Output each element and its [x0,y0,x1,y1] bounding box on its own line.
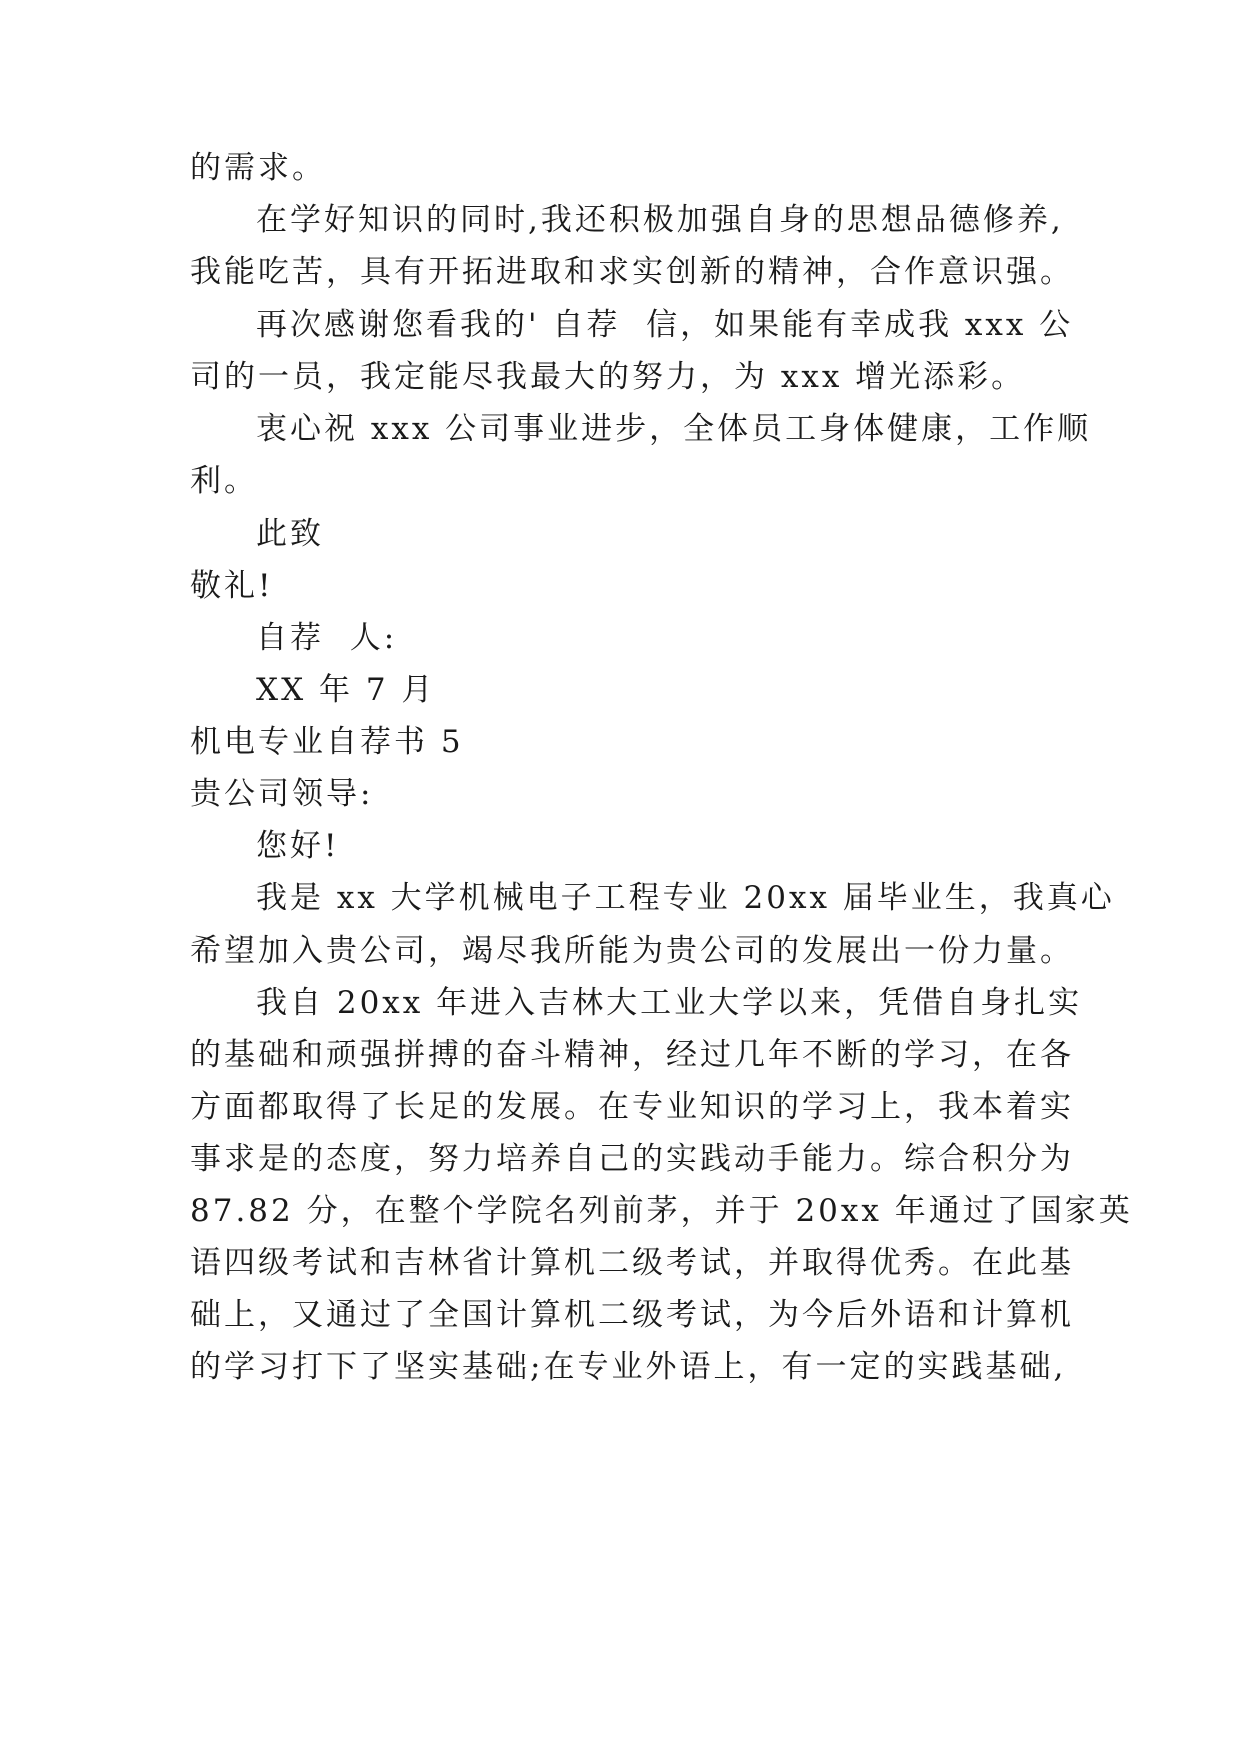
text-line: 我能吃苦，具有开拓进取和求实创新的精神，合作意识强。 [190,254,1074,290]
text-line: 贵公司领导: [190,776,374,812]
text-line: 87.82 分，在整个学院名列前茅，并于 20xx 年通过了国家英 [190,1193,1133,1229]
text-line: 再次感谢您看我的' 自荐 信，如果能有幸成我 xxx 公 [256,307,1074,343]
text-line: 此致 [256,516,324,552]
text-line: 司的一员，我定能尽我最大的努力，为 xxx 增光添彩。 [190,359,1026,395]
text-line: 方面都取得了长足的发展。在专业知识的学习上，我本着实 [190,1089,1074,1125]
text-line: 希望加入贵公司，竭尽我所能为贵公司的发展出一份力量。 [190,933,1074,969]
text-line: 我自 20xx 年进入吉林大工业大学以来，凭借自身扎实 [256,985,1083,1021]
text-line: 您好! [256,828,340,864]
text-line: 的基础和顽强拼搏的奋斗精神，经过几年不断的学习，在各 [190,1037,1074,1073]
section-title: 机电专业自荐书 5 [190,724,464,760]
text-line: XX 年 7 月 [256,672,436,708]
text-line: 础上，又通过了全国计算机二级考试，为今后外语和计算机 [190,1297,1074,1333]
text-line: 利。 [190,463,258,499]
text-line: 自荐 人: [256,620,398,656]
text-line: 的需求。 [190,150,326,186]
text-line: 我是 xx 大学机械电子工程专业 20xx 届毕业生，我真心 [256,880,1115,916]
text-line: 语四级考试和吉林省计算机二级考试，并取得优秀。在此基 [190,1245,1074,1281]
text-line: 在学好知识的同时,我还积极加强自身的思想品德修养, [256,202,1064,238]
text-line: 衷心祝 xxx 公司事业进步，全体员工身体健康，工作顺 [256,411,1092,447]
text-line: 事求是的态度，努力培养自己的实践动手能力。综合积分为 [190,1141,1074,1177]
text-line: 的学习打下了坚实基础;在专业外语上，有一定的实践基础, [190,1349,1067,1385]
text-line: 敬礼! [190,568,274,604]
